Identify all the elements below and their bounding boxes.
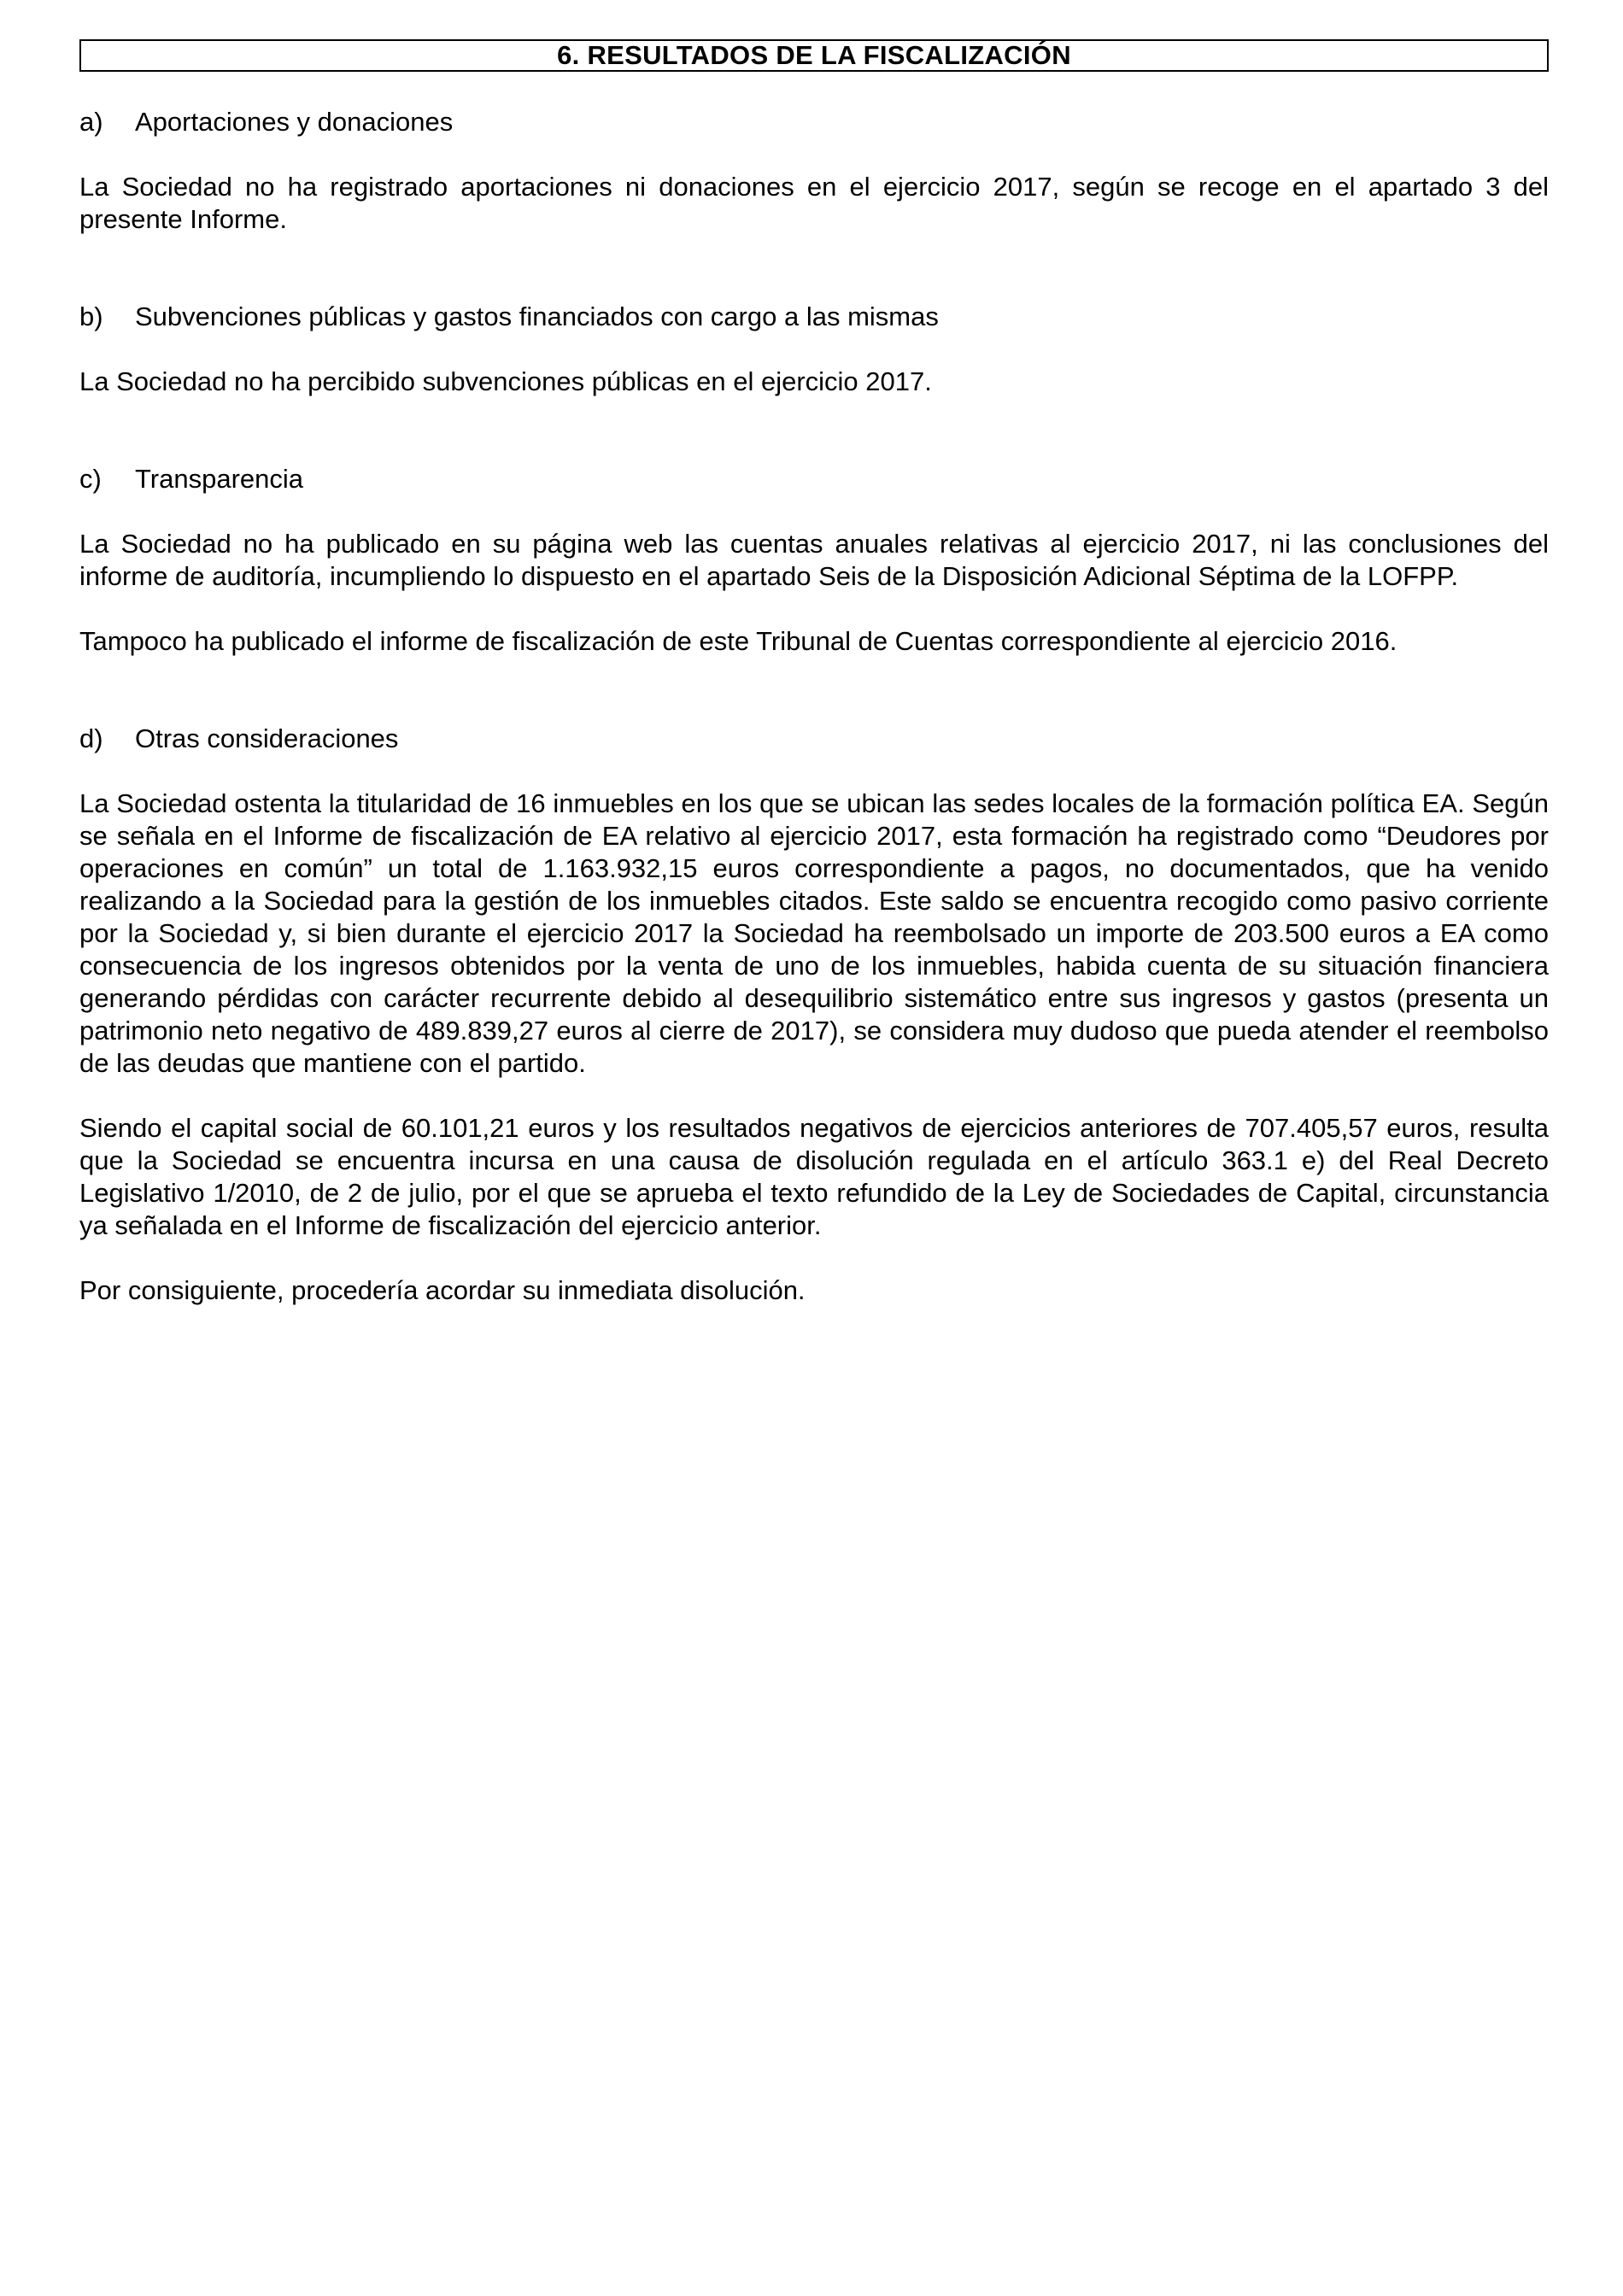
- document-page: [79, 39, 1549, 1307]
- section-heading-text: Subvenciones públicas y gastos financiados con cargo a las mismas: [135, 302, 939, 331]
- section-heading-c: [79, 463, 1549, 495]
- section-heading-text: Transparencia: [135, 464, 304, 494]
- paragraph: Por consiguiente, procedería acordar su inmediata disolución.: [79, 1275, 806, 1305]
- section-heading-a: [79, 106, 1549, 138]
- section-heading-d: [79, 723, 1549, 755]
- paragraph: La Sociedad no ha publicado en su página web las cuentas anuales relativas al ejercicio 2017, ni las conclusiones del informe de auditoría, incumpliendo lo dispuesto en el apartado Seis de la Disposición Adicional Séptima de la LOFPP.: [79, 529, 1549, 591]
- section-letter: c): [79, 464, 102, 494]
- paragraph: Tampoco ha publicado el informe de fiscalización de este Tribunal de Cuentas correspondiente al ejercicio 2016.: [79, 626, 1397, 656]
- section-title: 6. RESULTADOS DE LA FISCALIZACIÓN: [79, 39, 1549, 72]
- section-heading-text: Otras consideraciones: [135, 723, 399, 753]
- paragraph: La Sociedad ostenta la titularidad de 16 inmuebles en los que se ubican las sedes locales de la formación política EA. Según se señala en el Informe de fiscalización de EA relativo al ejercicio 2017, esta formación ha registrado como “Deudores por operaciones en común” un total de 1.163.932,15 euros correspondiente a pagos, no documentados, que ha venido realizando a la Sociedad para la gestión de los inmuebles citados. Este saldo se encuentra recogido como pasivo corriente por la Sociedad y, si bien durante el ejercicio 2017 la Sociedad ha reembolsado un importe de 203.500 euros a EA como consecuencia de los ingresos obtenidos por la venta de uno de los inmuebles, habida cuenta de su situación financiera generando pérdidas con carácter recurrente debido al desequilibrio sistemático entre sus ingresos y gastos (presenta un patrimonio neto negativo de 489.839,27 euros al cierre de 2017), se considera muy dudoso que pueda atender el reembolso de las deudas que mantiene con el partido.: [79, 788, 1549, 1078]
- section-heading-b: [79, 301, 1549, 333]
- section-letter: d): [79, 723, 103, 753]
- paragraph: La Sociedad no ha registrado aportaciones ni donaciones en el ejercicio 2017, según se recoge en el apartado 3 del presente Informe.: [79, 172, 1549, 234]
- section-heading-text: Aportaciones y donaciones: [135, 107, 454, 137]
- section-letter: b): [79, 302, 103, 331]
- paragraph: Siendo el capital social de 60.101,21 euros y los resultados negativos de ejercicios anteriores de 707.405,57 euros, resulta que la Sociedad se encuentra incursa en una causa de disolución regulada en el artículo 363.1 e) del Real Decreto Legislativo 1/2010, de 2 de julio, por el que se aprueba el texto refundido de la Ley de Sociedades de Capital, circunstancia ya señalada en el Informe de fiscalización del ejercicio anterior.: [79, 1113, 1549, 1240]
- section-letter: a): [79, 107, 103, 137]
- paragraph: La Sociedad no ha percibido subvenciones públicas en el ejercicio 2017.: [79, 366, 932, 396]
